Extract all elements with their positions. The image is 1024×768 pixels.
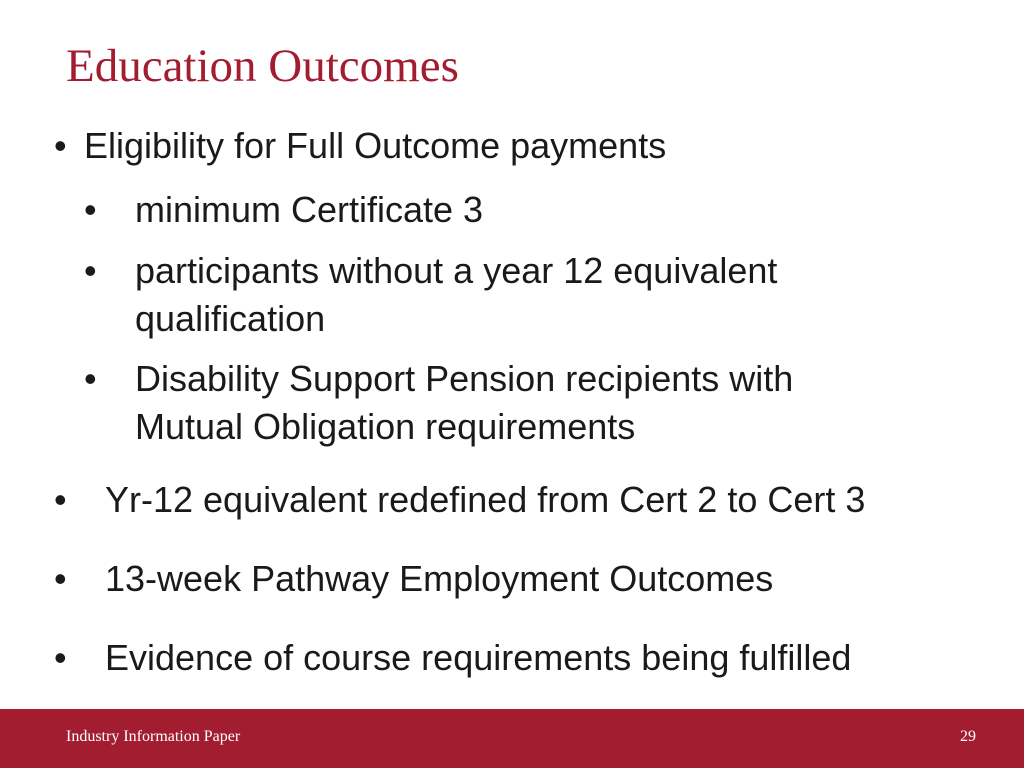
bullet-text: Evidence of course requirements being fulfilled xyxy=(105,637,852,678)
bullet-dot: • xyxy=(54,637,67,678)
bullet-dot: • xyxy=(84,250,97,291)
footer-label: Industry Information Paper xyxy=(66,728,241,745)
sub-bullet-text: Disability Support Pension recipients with xyxy=(135,358,794,399)
bullet-dot: • xyxy=(54,125,67,166)
bullet-text: Yr-12 equivalent redefined from Cert 2 to Cert 3 xyxy=(105,479,866,520)
bullet-text: 13-week Pathway Employment Outcomes xyxy=(105,558,774,599)
bullet-dot: • xyxy=(84,358,97,399)
page-number: 29 xyxy=(960,728,976,745)
sub-bullet-text: minimum Certificate 3 xyxy=(135,189,484,230)
sub-bullet-text: participants without a year 12 equivalent xyxy=(135,250,778,291)
footer-bar xyxy=(0,709,1024,768)
bullet-dot: • xyxy=(84,189,97,230)
sub-bullet-text-continuation: Mutual Obligation requirements xyxy=(135,406,636,447)
bullet-dot: • xyxy=(54,479,67,520)
sub-bullet-text-continuation: qualification xyxy=(135,298,326,339)
bullet-dot: • xyxy=(54,558,67,599)
bullet-text: Eligibility for Full Outcome payments xyxy=(84,125,667,166)
slide-title: Education Outcomes xyxy=(66,40,459,92)
